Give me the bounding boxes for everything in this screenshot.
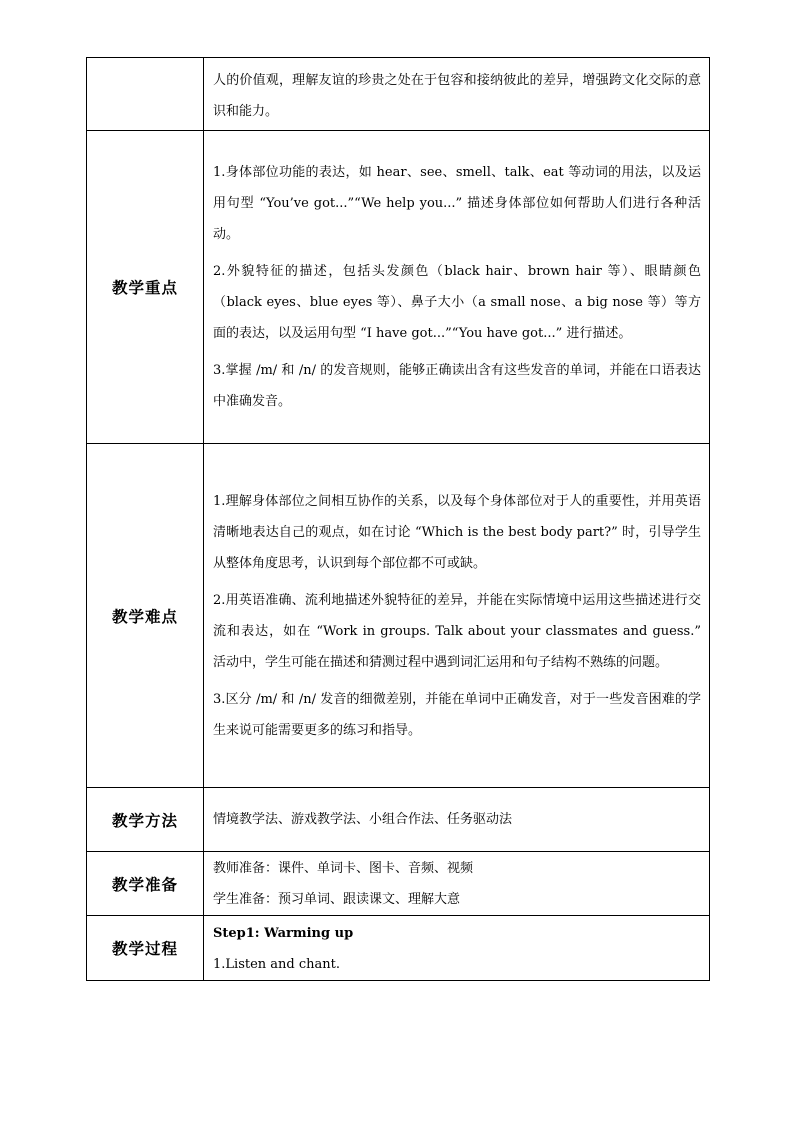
content-paragraph: 教师准备：课件、单词卡、图卡、音频、视频 (213, 860, 474, 876)
row-content-preparation (204, 852, 710, 916)
table-row-difficulties (87, 444, 710, 788)
content-paragraph: 学生准备：预习单词、跟读课文、理解大意 (213, 891, 461, 907)
row-label-difficulties: 教学难点 (87, 444, 204, 788)
row-label-process: 教学过程 (87, 916, 204, 981)
table-row-process (87, 916, 710, 981)
content-paragraph: 人的价值观，理解友谊的珍贵之处在于包容和接纳彼此的差异，增强跨文化交际的意识和能力。 (213, 73, 701, 119)
row-content-difficulties (204, 444, 710, 788)
content-paragraph: 情境教学法、游戏教学法、小组合作法、任务驱动法 (213, 812, 513, 827)
step-heading: Step1: Warming up (213, 926, 354, 941)
table-row-key-points (87, 131, 710, 444)
row-content-key-points (204, 131, 710, 444)
content-paragraph: 1.身体部位功能的表达，如 hear、see、smell、talk、eat 等动词的用法，以及运用句型 “You’ve got...”“We help you...” 描述身体部位如何帮助人们进行各种活动。 (213, 165, 701, 242)
table-row-methods (87, 788, 710, 852)
row-label (87, 58, 204, 131)
lesson-plan-table (86, 57, 710, 981)
row-label-key-points: 教学重点 (87, 131, 204, 444)
content-paragraph: 3.掌握 /m/ 和 /n/ 的发音规则，能够正确读出含有这些发音的单词，并能在口语表达中准确发音。 (213, 363, 701, 409)
content-paragraph: 1.理解身体部位之间相互协作的关系，以及每个身体部位对于人的重要性，并用英语清晰地表达自己的观点，如在讨论 “Which is the best body part?” 时，引导学生从整体角度思考，认识到每个部位都不可或缺。 (213, 493, 701, 571)
content-paragraph: 2.外貌特征的描述，包括头发颜色（black hair、brown hair 等）、眼睛颜色（black eyes、blue eyes 等）、鼻子大小（a small nose、a big nose 等）等方面的表达，以及运用句型 “I have got...”“You have got...” 进行描述。 (213, 264, 701, 341)
row-label-methods: 教学方法 (87, 788, 204, 852)
row-content (204, 58, 710, 131)
row-label-preparation: 教学准备 (87, 852, 204, 916)
content-paragraph: 2.用英语准确、流利地描述外貌特征的差异，并能在实际情境中运用这些描述进行交流和表达，如在 “Work in groups. Talk about your classmates and guess.” 活动中，学生可能在描述和猜测过程中遇到词汇运用和句子结构不熟练的问题。 (213, 592, 701, 670)
content-paragraph: 1.Listen and chant. (213, 957, 340, 972)
table-row-values (87, 58, 710, 131)
row-content-methods (204, 788, 710, 852)
row-content-process (204, 916, 710, 981)
table-row-preparation (87, 852, 710, 916)
content-paragraph: 3.区分 /m/ 和 /n/ 发音的细微差别，并能在单词中正确发音，对于一些发音困难的学生来说可能需要更多的练习和指导。 (213, 691, 701, 738)
